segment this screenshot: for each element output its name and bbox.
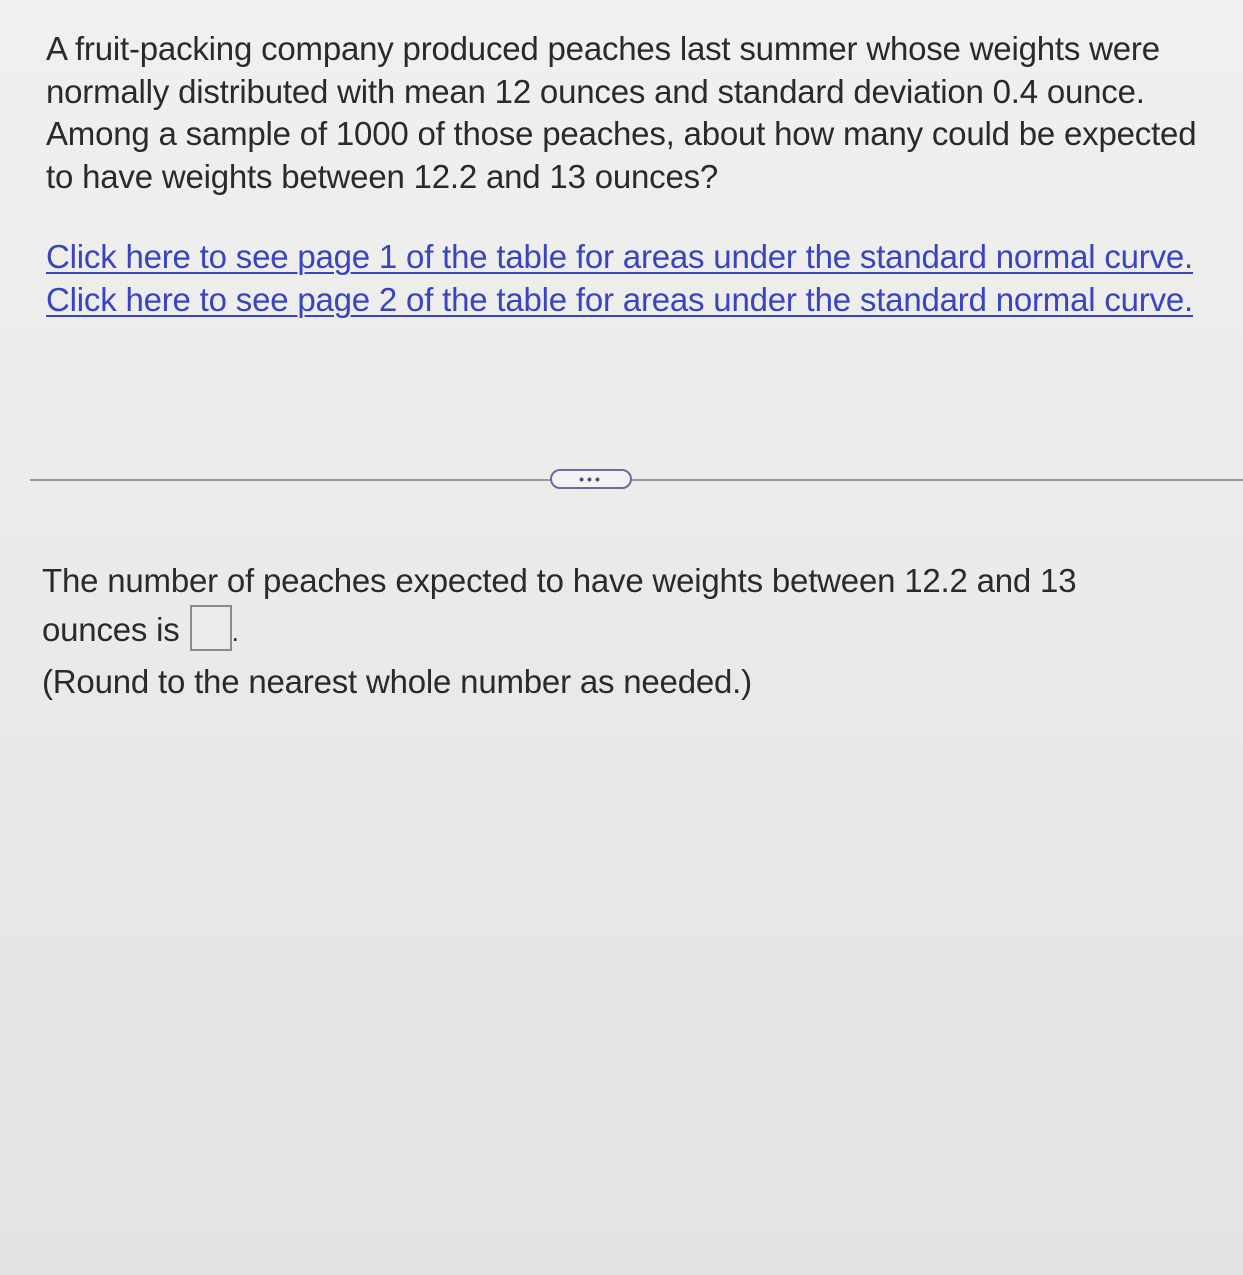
answer-prompt-line-1: The number of peaches expected to have weights between 12.2 and 13 [42, 562, 1077, 599]
answer-input[interactable] [190, 605, 232, 651]
section-divider [30, 479, 1243, 481]
answer-section [42, 556, 1212, 706]
more-options-button[interactable]: ••• [550, 469, 632, 489]
table-page-1-link[interactable]: Click here to see page 1 of the table for areas under the standard normal curve. [46, 238, 1194, 275]
question-text: A fruit-packing company produced peaches last summer whose weights were normally distributed with mean 12 ounces and standard deviation 0.4 ounce. Among a sample of 1000 of those peaches, about how many could be expected to have weights between 12.2 and 13 ounces? [46, 30, 1197, 195]
answer-prompt-line-2: ounces is [42, 611, 180, 648]
table-links [46, 236, 1206, 321]
answer-period: . [231, 617, 239, 647]
answer-prompt-line-2-row [42, 605, 1212, 657]
rounding-instruction: (Round to the nearest whole number as needed.) [42, 663, 752, 700]
table-page-2-link[interactable]: Click here to see page 2 of the table for areas under the standard normal curve. [46, 280, 1194, 318]
